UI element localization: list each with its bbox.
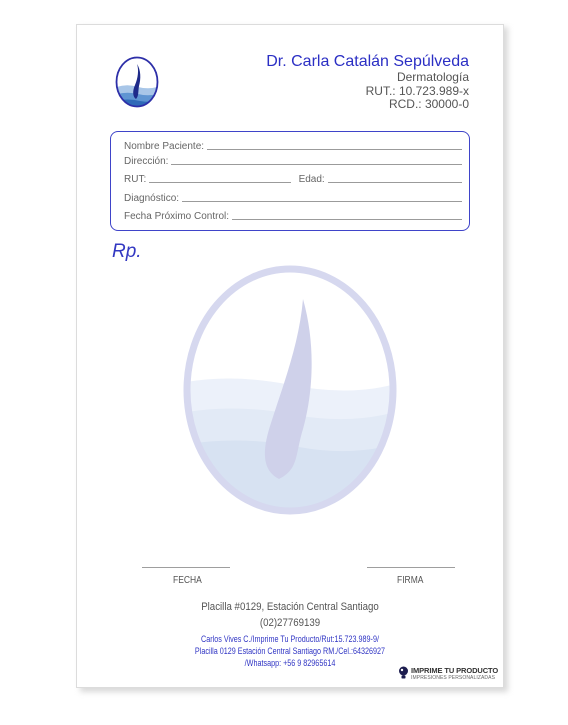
printer-info-line-3: /Whatsapp: +56 9 82965614	[244, 658, 336, 668]
age-label: Edad:	[298, 174, 325, 185]
rut-line	[149, 181, 290, 183]
diagnosis-row	[124, 192, 462, 204]
clinic-phone: (02)27769139	[259, 617, 321, 629]
diagnosis-label: Diagnóstico:	[124, 193, 180, 204]
rp-label: Rp.	[112, 241, 142, 262]
diagnosis-line	[182, 200, 462, 202]
patient-name-line	[207, 148, 462, 150]
brand-name: IMPRIME TU PRODUCTO	[411, 666, 499, 675]
patient-name-label: Nombre Paciente:	[124, 141, 205, 152]
address-label: Dirección:	[124, 156, 169, 167]
printer-info-line-1: Carlos Vives C./Imprime Tu Producto/Rut:15.723.989-9/	[201, 634, 379, 644]
date-label: FECHA	[173, 575, 202, 586]
patient-name-row	[124, 140, 462, 152]
age-line	[328, 181, 462, 183]
patient-info-box	[110, 131, 470, 231]
hair-follicle-watermark-icon	[181, 263, 399, 517]
next-control-row	[124, 210, 462, 222]
doctor-rut: RUT.: 10.723.989-x	[365, 84, 469, 98]
prescription-sheet	[76, 24, 504, 688]
firm-signature-line	[367, 567, 455, 568]
rut-age-row	[124, 173, 462, 185]
lightbulb-icon	[398, 666, 409, 680]
date-signature-line	[142, 567, 230, 568]
next-control-label: Fecha Próximo Control:	[124, 211, 230, 222]
rut-label: RUT:	[124, 174, 147, 185]
brand-tagline: IMPRESIONES PERSONALIZADAS	[411, 675, 496, 681]
address-row	[124, 155, 462, 167]
doctor-specialty: Dermatología	[396, 70, 469, 84]
next-control-line	[232, 218, 462, 220]
printer-brand	[398, 664, 498, 686]
doctor-name: Dr. Carla Catalán Sepúlveda	[266, 53, 469, 70]
clinic-address: Placilla #0129, Estación Central Santiago	[201, 601, 379, 613]
signature-label: FIRMA	[397, 575, 424, 586]
hair-follicle-logo-icon	[114, 55, 160, 109]
address-line	[171, 163, 462, 165]
printer-info-line-2: Placilla 0129 Estación Central Santiago RM./Cel.:64326927	[194, 646, 386, 656]
doctor-rcd: RCD.: 30000-0	[388, 97, 469, 111]
